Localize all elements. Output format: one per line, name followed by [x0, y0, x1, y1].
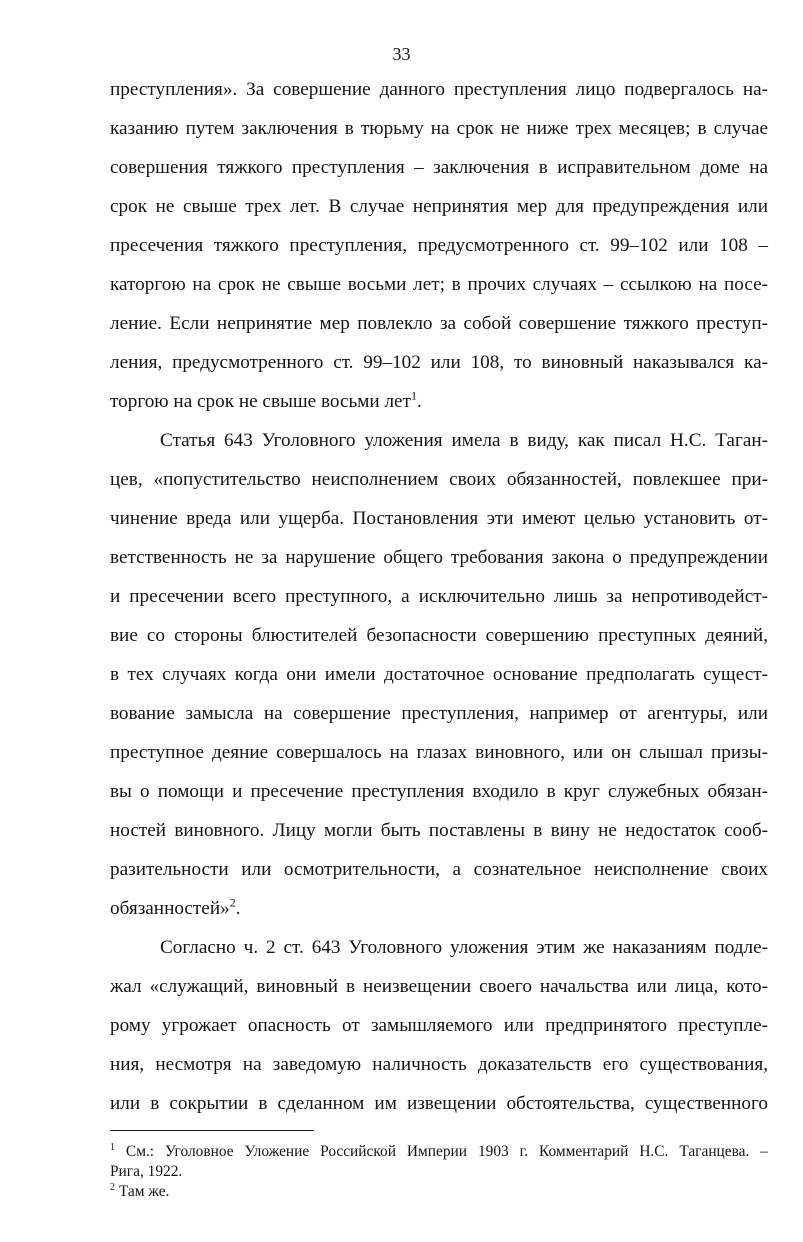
text-line: и пресечении всего преступного, а исключительно лишь за непротиводейст-	[110, 586, 768, 607]
footnote-ref: 1	[410, 388, 417, 403]
text-line: ния, несмотря на заведомую наличность доказательств его существования,	[110, 1054, 768, 1075]
text-line: цев, «попустительство неисполнением своих обязанностей, повлекшее при-	[110, 469, 768, 490]
punctuation: .	[416, 391, 422, 412]
text-line: вы о помощи и пресечение преступления входило в круг служебных обязан-	[110, 781, 768, 802]
footnote-continuation: Рига, 1922.	[110, 1163, 183, 1180]
text-line: Согласно ч. 2 ст. 643 Уголовного уложения этим же наказаниям подле-	[160, 937, 768, 958]
text-line: преступления». За совершение данного преступления лицо подвергалось на-	[110, 79, 768, 100]
text-line: Статья 643 Уголовного уложения имела в виду, как писал Н.С. Таган-	[160, 430, 768, 451]
text-line: жал «служащий, виновный в неизвещении своего начальства или лица, кото-	[110, 976, 768, 997]
text-line: ностей виновного. Лицу могли быть поставлены в вину не недостаток сооб-	[110, 820, 768, 841]
text-line: вие со стороны блюстителей безопасности совершению преступных деяний,	[110, 625, 768, 646]
footnote-mark: 1	[110, 1141, 115, 1153]
text-line: или в сокрытии в сделанном им извещении обстоятельства, существенного	[110, 1093, 768, 1114]
footnote-text: См.: Уголовное Уложение Российской Империи 1903 г. Комментарий Н.С. Таганцева. –	[115, 1143, 768, 1160]
footnote-ref: 2	[229, 895, 236, 910]
text-line	[110, 390, 768, 414]
text-line	[110, 897, 768, 921]
text-line: пресечения тяжкого преступления, предусмотренного ст. 99–102 или 108 –	[110, 235, 768, 256]
footnote-text: Там же.	[115, 1183, 170, 1200]
text-line: срок не свыше трех лет. В случае непринятия мер для предупреждения или	[110, 196, 768, 217]
text-line-content: торгою на срок не свыше восьми лет	[110, 391, 411, 412]
footnote	[110, 1142, 768, 1161]
text-line: в тех случаях когда они имели достаточное основание предполагать сущест-	[110, 664, 768, 685]
text-line: казанию путем заключения в тюрьму на срок не ниже трех месяцев; в случае	[110, 118, 768, 139]
footnote-mark: 2	[110, 1181, 115, 1193]
text-line: рому угрожает опасность от замышляемого или предпринятого преступле-	[110, 1015, 768, 1036]
footnote	[110, 1182, 768, 1201]
text-line: ления, предусмотренного ст. 99–102 или 108, то виновный наказывался ка-	[110, 352, 768, 373]
text-line: вование замысла на совершение преступления, например от агентуры, или	[110, 703, 768, 724]
text-line: чинение вреда или ущерба. Постановления эти имеют целью установить от-	[110, 508, 768, 529]
text-line: ветственность не за нарушение общего требования закона о предупреждении	[110, 547, 768, 568]
punctuation: .	[235, 898, 241, 919]
text-line: каторгою на срок не свыше восьми лет; в прочих случаях – ссылкою на посе-	[110, 274, 768, 295]
text-line: преступное деяние совершалось на глазах виновного, или он слышал призы-	[110, 742, 768, 763]
footnote-divider	[110, 1130, 314, 1131]
text-line: совершения тяжкого преступления – заключения в исправительном доме на	[110, 157, 768, 178]
text-line: ление. Если непринятие мер повлекло за собой совершение тяжкого преступ-	[110, 313, 768, 334]
text-line: разительности или осмотрительности, а сознательное неисполнение своих	[110, 859, 768, 880]
page-number: 33	[392, 44, 411, 64]
text-line-content: обязанностей»	[110, 898, 230, 919]
